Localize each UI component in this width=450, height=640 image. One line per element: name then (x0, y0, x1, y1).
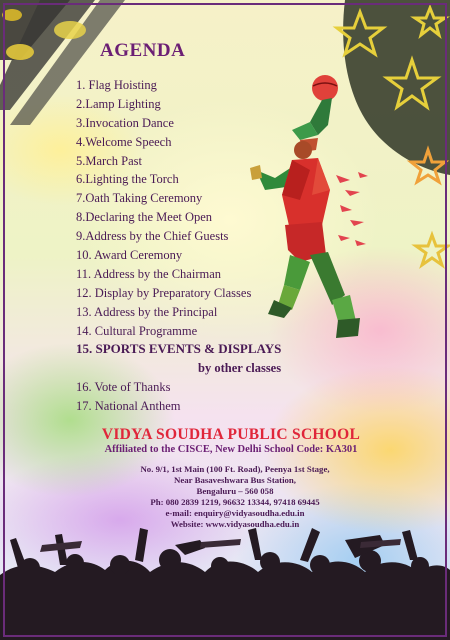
phone-line: Ph: 080 2839 1219, 96632 13344, 97418 69445 (150, 497, 320, 507)
agenda-item: 5.March Past (76, 153, 142, 168)
crowd-silhouette (0, 528, 450, 640)
email-line: e-mail: enquiry@vidyasoudha.edu.in (165, 508, 305, 518)
address-line: Near Basaveshwara Bus Station, (173, 475, 297, 485)
agenda-list-end (76, 378, 181, 416)
school-name: VIDYA SOUDHA PUBLIC SCHOOL (101, 426, 361, 443)
agenda-item: 14. Cultural Programme (76, 323, 198, 338)
agenda-item: 2.Lamp Lighting (76, 96, 161, 111)
agenda-item: 8.Declaring the Meet Open (76, 210, 213, 225)
agenda-item-highlight: 15. SPORTS EVENTS & DISPLAYS (76, 341, 282, 357)
agenda-item: 10. Award Ceremony (76, 248, 183, 263)
school-affiliation: Affiliated to the CISCE, New Delhi School Code: KA301 (104, 444, 358, 455)
address-line: Bengaluru – 560 058 (196, 486, 274, 496)
agenda-item: 13. Address by the Principal (76, 304, 218, 319)
agenda-item: 12. Display by Preparatory Classes (76, 285, 252, 300)
agenda-item: 17. National Anthem (76, 398, 181, 413)
agenda-item: 11. Address by the Chairman (76, 266, 222, 281)
agenda-item: 16. Vote of Thanks (76, 380, 171, 394)
school-address (10, 464, 450, 530)
address-line: No. 9/1, 1st Main (100 Ft. Road), Peenya 1st Stage, (140, 464, 330, 474)
agenda-item-subline: by other classes (198, 361, 282, 375)
agenda-item: 4.Welcome Speech (76, 134, 172, 149)
website-line: Website: www.vidyasoudha.edu.in (170, 519, 300, 529)
agenda-item: 6.Lighting the Torch (76, 172, 179, 187)
agenda-title: AGENDA (100, 40, 186, 61)
agenda-item: 9.Address by the Chief Guests (76, 229, 229, 244)
agenda-item: 3.Invocation Dance (76, 115, 174, 130)
agenda-item: 1. Flag Hoisting (76, 78, 157, 92)
agenda-list (76, 76, 281, 359)
agenda-item: 7.Oath Taking Ceremony (76, 191, 203, 206)
